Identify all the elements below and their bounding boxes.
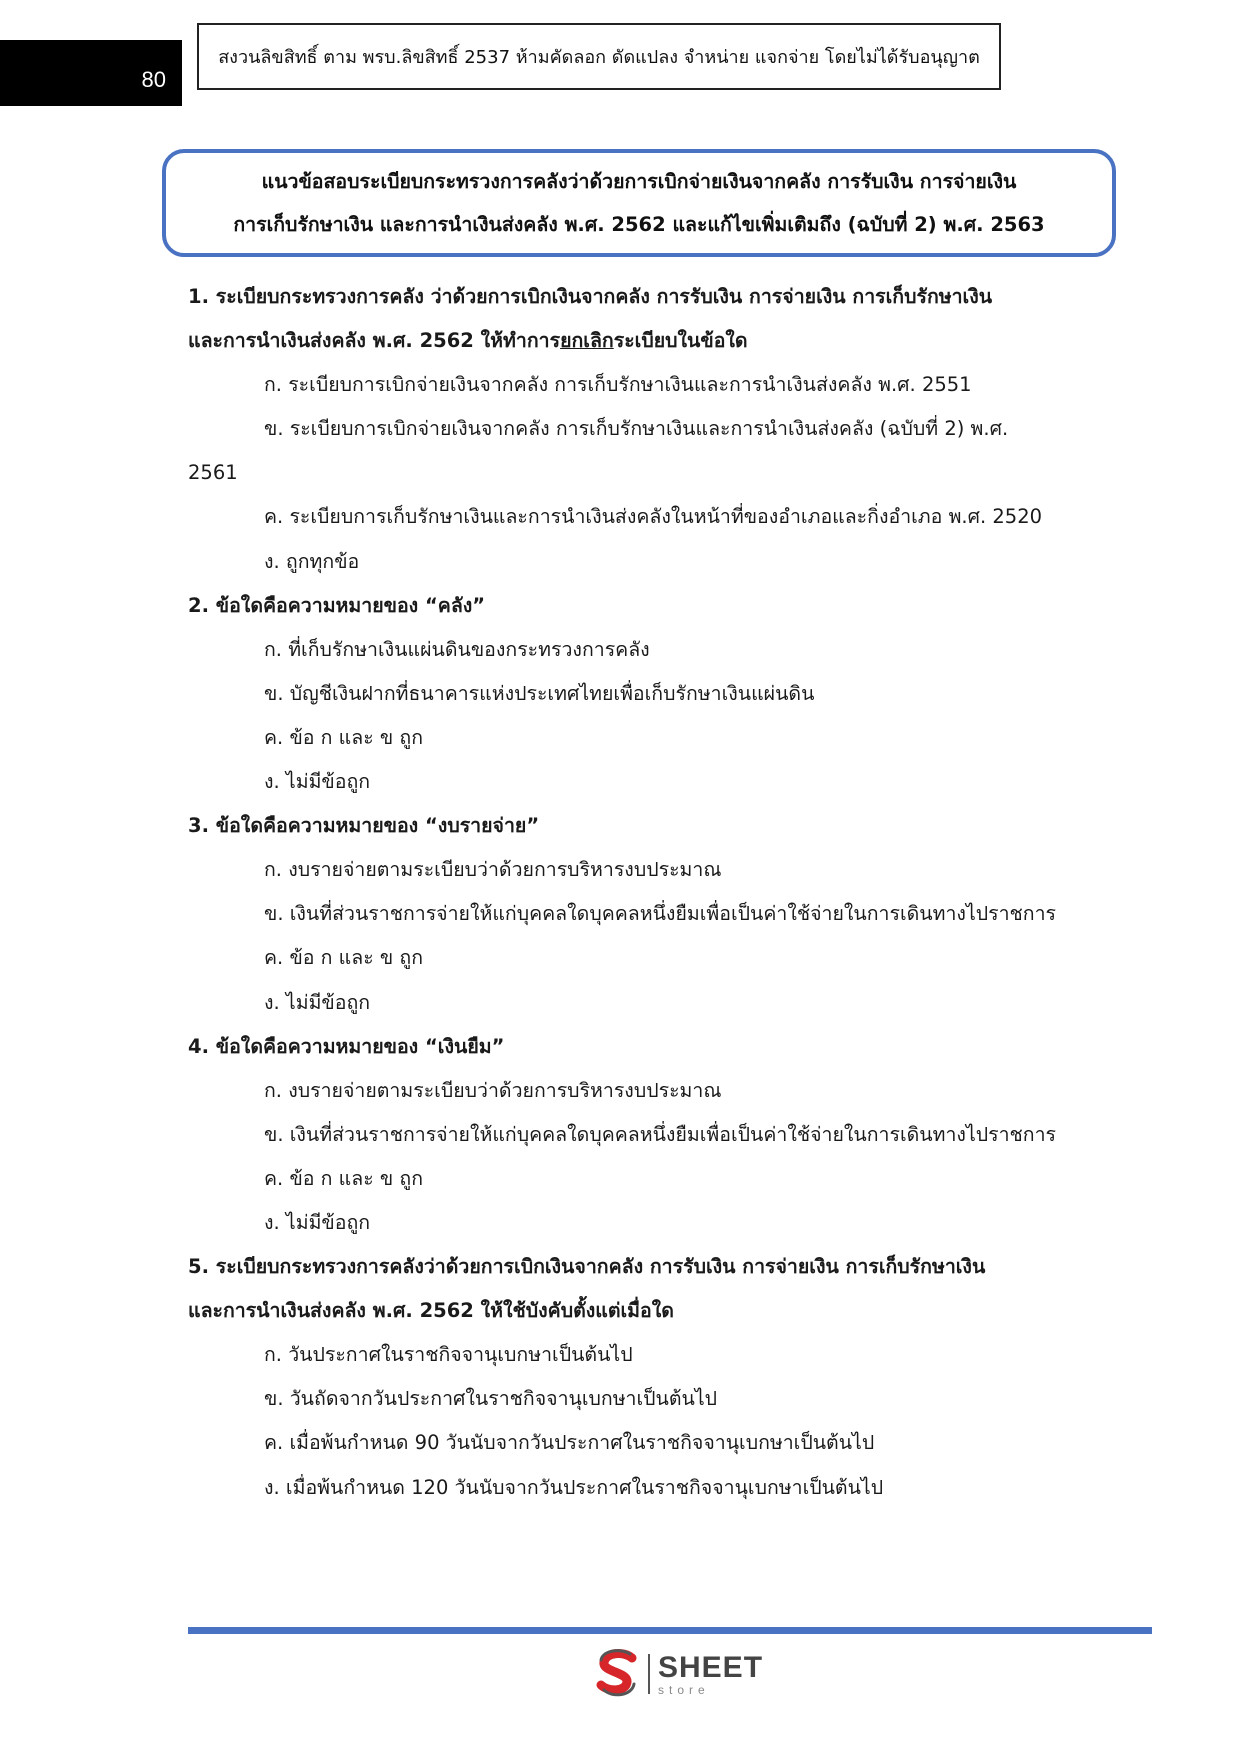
logo-wordmark [658, 1650, 764, 1697]
question-4 [188, 1025, 1088, 1245]
question-2-option-a: ก. ที่เก็บรักษาเงินแผ่นดินของกระทรวงการคลัง [264, 637, 650, 661]
question-1-text-post: ระเบียบในข้อใด [613, 329, 748, 353]
question-3-option-c: ค. ข้อ ก และ ข ถูก [264, 946, 424, 970]
question-3-option-a: ก. งบรายจ่ายตามระเบียบว่าด้วยการบริหารงบประมาณ [264, 858, 722, 882]
title-line-1: แนวข้อสอบระเบียบกระทรวงการคลังว่าด้วยการเบิกจ่ายเงินจากคลัง การรับเงิน การจ่ายเงิน [261, 170, 1017, 193]
question-2 [188, 584, 1088, 804]
question-4-option-a: ก. งบรายจ่ายตามระเบียบว่าด้วยการบริหารงบประมาณ [264, 1078, 722, 1102]
question-5-option-c: ค. เมื่อพ้นกำหนด 90 วันนับจากวันประกาศในราชกิจจานุเบกษาเป็นต้นไป [264, 1431, 875, 1455]
copyright-text: สงวนลิขสิทธิ์ ตาม พรบ.ลิขสิทธิ์ 2537 ห้ามคัดลอก ดัดแปลง จำหน่าย แจกจ่าย โดยไม่ได้รับอนุญาต [218, 47, 980, 68]
footer-divider [188, 1627, 1152, 1634]
question-5-option-d: ง. เมื่อพ้นกำหนด 120 วันนับจากวันประกาศในราชกิจจานุเบกษาเป็นต้นไป [264, 1475, 884, 1499]
question-5 [188, 1245, 1088, 1510]
question-1-text-line2 [188, 319, 1088, 363]
question-5-text-line2: และการนำเงินส่งคลัง พ.ศ. 2562 ให้ใช้บังคับตั้งแต่เมื่อใด [188, 1299, 674, 1323]
page-number [0, 40, 182, 106]
question-1-option-c: ค. ระเบียบการเก็บรักษาเงินและการนำเงินส่งคลังในหน้าที่ของอำเภอและกิ่งอำเภอ พ.ศ. 2520 [264, 505, 1043, 529]
question-4-option-c: ค. ข้อ ก และ ข ถูก [264, 1166, 424, 1190]
logo-sub-text: store [658, 1682, 710, 1697]
question-4-text: 4. ข้อใดคือความหมายของ “เงินยืม” [188, 1034, 505, 1058]
question-1-option-b-continuation: 2561 [188, 461, 238, 485]
question-1-text-line1: 1. ระเบียบกระทรวงการคลัง ว่าด้วยการเบิกเงินจากคลัง การรับเงิน การจ่ายเงิน การเก็บรักษาเงิน [188, 285, 993, 308]
question-1-text-pre: และการนำเงินส่งคลัง พ.ศ. 2562 ให้ทำการ [188, 329, 561, 353]
logo-main-text: SHEET [658, 1650, 764, 1684]
copyright-notice [197, 23, 1001, 90]
question-3-option-d: ง. ไม่มีข้อถูก [264, 990, 371, 1014]
question-1-option-a: ก. ระเบียบการเบิกจ่ายเงินจากคลัง การเก็บรักษาเงินและการนำเงินส่งคลัง พ.ศ. 2551 [264, 373, 972, 397]
question-list [188, 275, 1088, 1510]
question-4-option-b: ข. เงินที่ส่วนราชการจ่ายให้แก่บุคคลใดบุคคลหนึ่งยืมเพื่อเป็นค่าใช้จ่ายในการเดินทางไปราชการ [264, 1122, 1057, 1146]
question-1-option-d: ง. ถูกทุกข้อ [264, 549, 360, 573]
title-line-2: การเก็บรักษาเงิน และการนำเงินส่งคลัง พ.ศ. 2562 และแก้ไขเพิ่มเติมถึง (ฉบับที่ 2) พ.ศ. 2563 [233, 213, 1045, 236]
section-title-box [162, 149, 1116, 257]
question-3-text: 3. ข้อใดคือความหมายของ “งบรายจ่าย” [188, 814, 540, 838]
page-number-text: 80 [141, 67, 166, 92]
question-1-option-b: ข. ระเบียบการเบิกจ่ายเงินจากคลัง การเก็บรักษาเงินและการนำเงินส่งคลัง (ฉบับที่ 2) พ.ศ. [264, 417, 1009, 441]
question-5-option-b: ข. วันถัดจากวันประกาศในราชกิจจานุเบกษาเป็นต้นไป [264, 1387, 718, 1411]
question-2-option-c: ค. ข้อ ก และ ข ถูก [264, 725, 424, 749]
question-1-underlined-word: ยกเลิก [560, 329, 614, 353]
question-2-text: 2. ข้อใดคือความหมายของ “คลัง” [188, 593, 486, 617]
question-4-option-d: ง. ไม่มีข้อถูก [264, 1210, 371, 1234]
question-3 [188, 804, 1088, 1024]
sheet-store-logo [594, 1648, 763, 1700]
question-5-text-line1: 5. ระเบียบกระทรวงการคลังว่าด้วยการเบิกเงินจากคลัง การรับเงิน การจ่ายเงิน การเก็บรักษาเงิน [188, 1255, 986, 1279]
question-2-option-d: ง. ไม่มีข้อถูก [264, 770, 371, 794]
question-1 [188, 275, 1088, 584]
question-3-option-b: ข. เงินที่ส่วนราชการจ่ายให้แก่บุคคลใดบุคคลหนึ่งยืมเพื่อเป็นค่าใช้จ่ายในการเดินทางไปราชการ [264, 902, 1057, 926]
question-5-option-a: ก. วันประกาศในราชกิจจานุเบกษาเป็นต้นไป [264, 1343, 633, 1367]
question-2-option-b: ข. บัญชีเงินฝากที่ธนาคารแห่งประเทศไทยเพื่อเก็บรักษาเงินแผ่นดิน [264, 681, 815, 705]
sheet-store-s-icon [594, 1648, 642, 1700]
logo-separator [648, 1654, 650, 1694]
